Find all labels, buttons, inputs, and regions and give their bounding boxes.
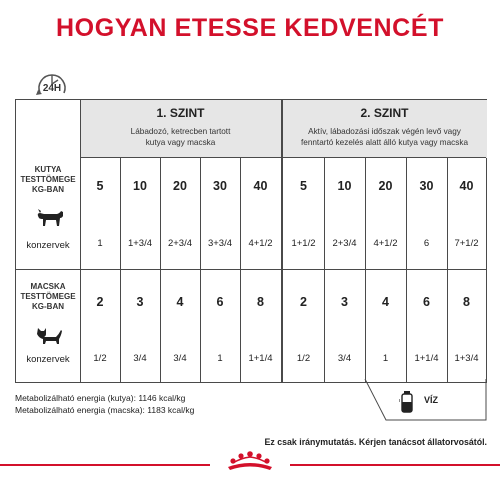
cat-weight-cell: 4 — [176, 295, 184, 309]
water-box — [364, 378, 487, 421]
dog-weight-cell: 10 — [337, 179, 352, 193]
cat-weight-cell: 2 — [96, 295, 104, 309]
level-1-name: 1. SZINT — [156, 106, 205, 120]
dog-weight-cell: 40 — [253, 179, 268, 193]
level-2-header — [282, 100, 487, 158]
cat-weight-cell: 8 — [463, 295, 470, 309]
dog-amount-cell: 7+1/2 — [454, 238, 479, 249]
level-1-desc-line1: Lábadozó, ketrecben tartott — [130, 127, 231, 136]
dog-weight-label — [16, 165, 80, 195]
cat-amount-cell: 1 — [382, 353, 389, 364]
cat-amount-cell: 3/4 — [133, 353, 147, 364]
clock-label: 24H — [42, 83, 62, 94]
water-bottle-icon — [399, 391, 415, 413]
cat-amount-cell: 3/4 — [173, 353, 187, 364]
energy-dog: Metabolizálható energia (kutya): 1146 kcal/kg — [15, 393, 186, 403]
dog-weight-cell: 40 — [459, 179, 474, 193]
feeding-table — [15, 99, 487, 383]
cat-unit-label: konzervek — [26, 354, 70, 365]
clock-24h — [33, 69, 71, 99]
dog-amount-cell: 4+1/2 — [248, 238, 273, 249]
level-2-desc — [288, 126, 481, 148]
cat-label-line1: MACSKA — [30, 282, 66, 291]
level-2-name: 2. SZINT — [360, 106, 409, 120]
dog-label-line3: KG-BAN — [32, 185, 64, 194]
cat-weight-cell: 2 — [300, 295, 307, 309]
cat-weight-cell: 8 — [257, 295, 264, 309]
dog-amount-cell: 4+1/2 — [373, 238, 398, 249]
dog-amount-cell: 3+3/4 — [207, 238, 233, 249]
dog-weight-cell: 20 — [378, 179, 393, 193]
cat-weight-cell: 6 — [216, 295, 224, 309]
dog-weight-cell: 20 — [173, 179, 187, 193]
dog-amount-cell: 6 — [423, 238, 430, 249]
footer-line-left — [0, 464, 210, 466]
cat-label-line2: TESTTÖMEGE — [20, 292, 76, 301]
dog-weight-cell: 5 — [96, 179, 104, 193]
cat-weight-cell: 4 — [382, 295, 389, 309]
cat-weight-cell: 3 — [341, 295, 348, 309]
dog-label-line2: TESTTÖMEGE — [20, 175, 76, 184]
level-2-desc-line1: Aktív, lábadozási időszak végén levő vagy — [308, 127, 461, 136]
dog-icon — [34, 208, 64, 230]
dog-weight-cell: 30 — [419, 179, 434, 193]
cat-amount-cell: 1+1/4 — [248, 353, 273, 364]
water-label: VÍZ — [424, 395, 439, 405]
cat-amount-cell: 1 — [217, 353, 223, 364]
cat-amount-cell: 1+1/4 — [414, 353, 439, 364]
dog-amount-cell: 2+3/4 — [332, 238, 357, 249]
cat-weight-label — [16, 282, 80, 312]
dog-weight-cell: 30 — [213, 179, 227, 193]
level-1-desc — [86, 126, 275, 148]
level-1-header — [80, 100, 281, 158]
header-divider — [80, 157, 486, 158]
dog-weight-cell: 10 — [133, 179, 147, 193]
royal-crown-logo — [224, 449, 276, 471]
level-1-desc-line2: kutya vagy macska — [145, 138, 216, 147]
guidance-note: Ez csak iránymutatás. Kérjen tanácsot állatorvosától. — [264, 437, 487, 447]
cat-label-line3: KG-BAN — [32, 302, 64, 311]
dog-amount-cell: 1+1/2 — [291, 238, 316, 249]
cat-amount-cell: 3/4 — [337, 353, 352, 364]
dog-amount-cell: 2+3/4 — [167, 238, 193, 249]
cat-icon — [34, 324, 64, 346]
energy-cat: Metabolizálható energia (macska): 1183 kcal/kg — [15, 405, 195, 415]
dog-unit-label: konzervek — [26, 240, 70, 251]
dog-label-line1: KUTYA — [34, 165, 62, 174]
dog-amount-cell: 1+3/4 — [127, 238, 153, 249]
cat-amount-cell: 1/2 — [93, 353, 107, 364]
cat-amount-cell: 1+3/4 — [454, 353, 479, 364]
level-2-desc-line2: fenntartó kezelés alatt álló kutya vagy macska — [300, 138, 469, 147]
footer-line-right — [290, 464, 500, 466]
dog-amount-cell: 1 — [97, 238, 103, 249]
page-title: HOGYAN ETESSE KEDVENCÉT — [56, 14, 444, 42]
dog-weight-cell: 5 — [300, 179, 307, 193]
cat-weight-cell: 3 — [136, 295, 144, 309]
section-divider — [16, 269, 486, 270]
cat-amount-cell: 1/2 — [296, 353, 311, 364]
cat-weight-cell: 6 — [423, 295, 430, 309]
